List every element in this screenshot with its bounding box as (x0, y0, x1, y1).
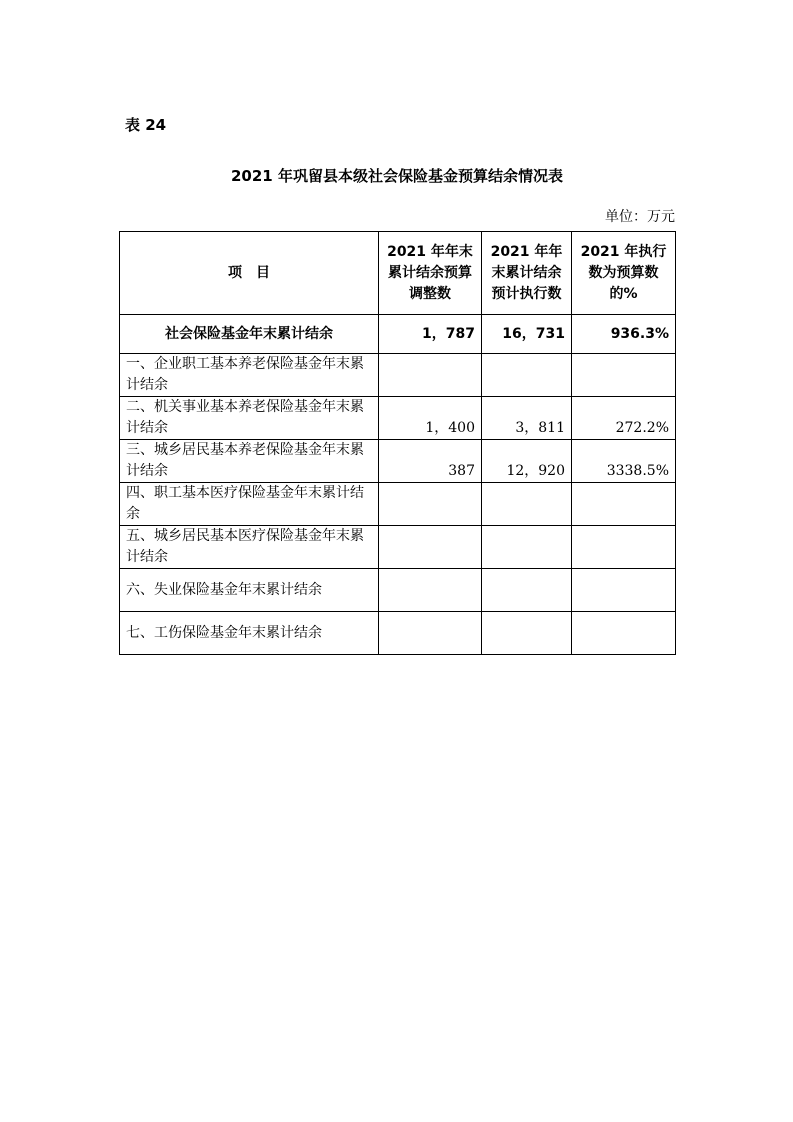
row-estimate (482, 354, 572, 397)
total-pct: 936.3% (572, 315, 676, 354)
unit-note: 单位：万元 (605, 209, 675, 225)
row-pct (572, 354, 676, 397)
header-item: 项 目 (120, 232, 379, 315)
table-row (120, 526, 676, 569)
table-row (120, 612, 676, 655)
table-row (120, 569, 676, 612)
row-name: 二、机关事业基本养老保险基金年末累计结余 (120, 397, 379, 440)
total-row (120, 315, 676, 354)
row-pct: 3338.5% (572, 440, 676, 483)
row-estimate: 12，920 (482, 440, 572, 483)
row-estimate (482, 483, 572, 526)
header-pct: 2021 年执行数为预算数的% (572, 232, 676, 315)
row-name: 七、工伤保险基金年末累计结余 (120, 612, 379, 655)
row-budget (379, 354, 482, 397)
document-title: 2021 年巩留县本级社会保险基金预算结余情况表 (231, 167, 563, 185)
table-number: 表 24 (125, 116, 167, 134)
row-pct: 272.2% (572, 397, 676, 440)
row-estimate (482, 526, 572, 569)
row-estimate (482, 612, 572, 655)
table-row (120, 483, 676, 526)
header-budget: 2021 年年末累计结余预算调整数 (379, 232, 482, 315)
table-row (120, 440, 676, 483)
row-budget (379, 612, 482, 655)
total-budget: 1，787 (379, 315, 482, 354)
row-pct (572, 526, 676, 569)
row-name: 四、职工基本医疗保险基金年末累计结余 (120, 483, 379, 526)
row-name: 六、失业保险基金年末累计结余 (120, 569, 379, 612)
row-name: 三、城乡居民基本养老保险基金年末累计结余 (120, 440, 379, 483)
row-budget: 387 (379, 440, 482, 483)
row-pct (572, 612, 676, 655)
row-pct (572, 483, 676, 526)
row-budget (379, 483, 482, 526)
row-estimate (482, 569, 572, 612)
row-budget (379, 526, 482, 569)
row-budget: 1，400 (379, 397, 482, 440)
row-name: 五、城乡居民基本医疗保险基金年末累计结余 (120, 526, 379, 569)
row-pct (572, 569, 676, 612)
total-name: 社会保险基金年末累计结余 (120, 315, 379, 354)
row-estimate: 3，811 (482, 397, 572, 440)
table-row (120, 397, 676, 440)
header-estimate: 2021 年年末累计结余预计执行数 (482, 232, 572, 315)
table-row (120, 354, 676, 397)
header-row (120, 232, 676, 315)
row-budget (379, 569, 482, 612)
row-name: 一、企业职工基本养老保险基金年末累计结余 (120, 354, 379, 397)
total-estimate: 16，731 (482, 315, 572, 354)
budget-balance-table (119, 231, 676, 655)
